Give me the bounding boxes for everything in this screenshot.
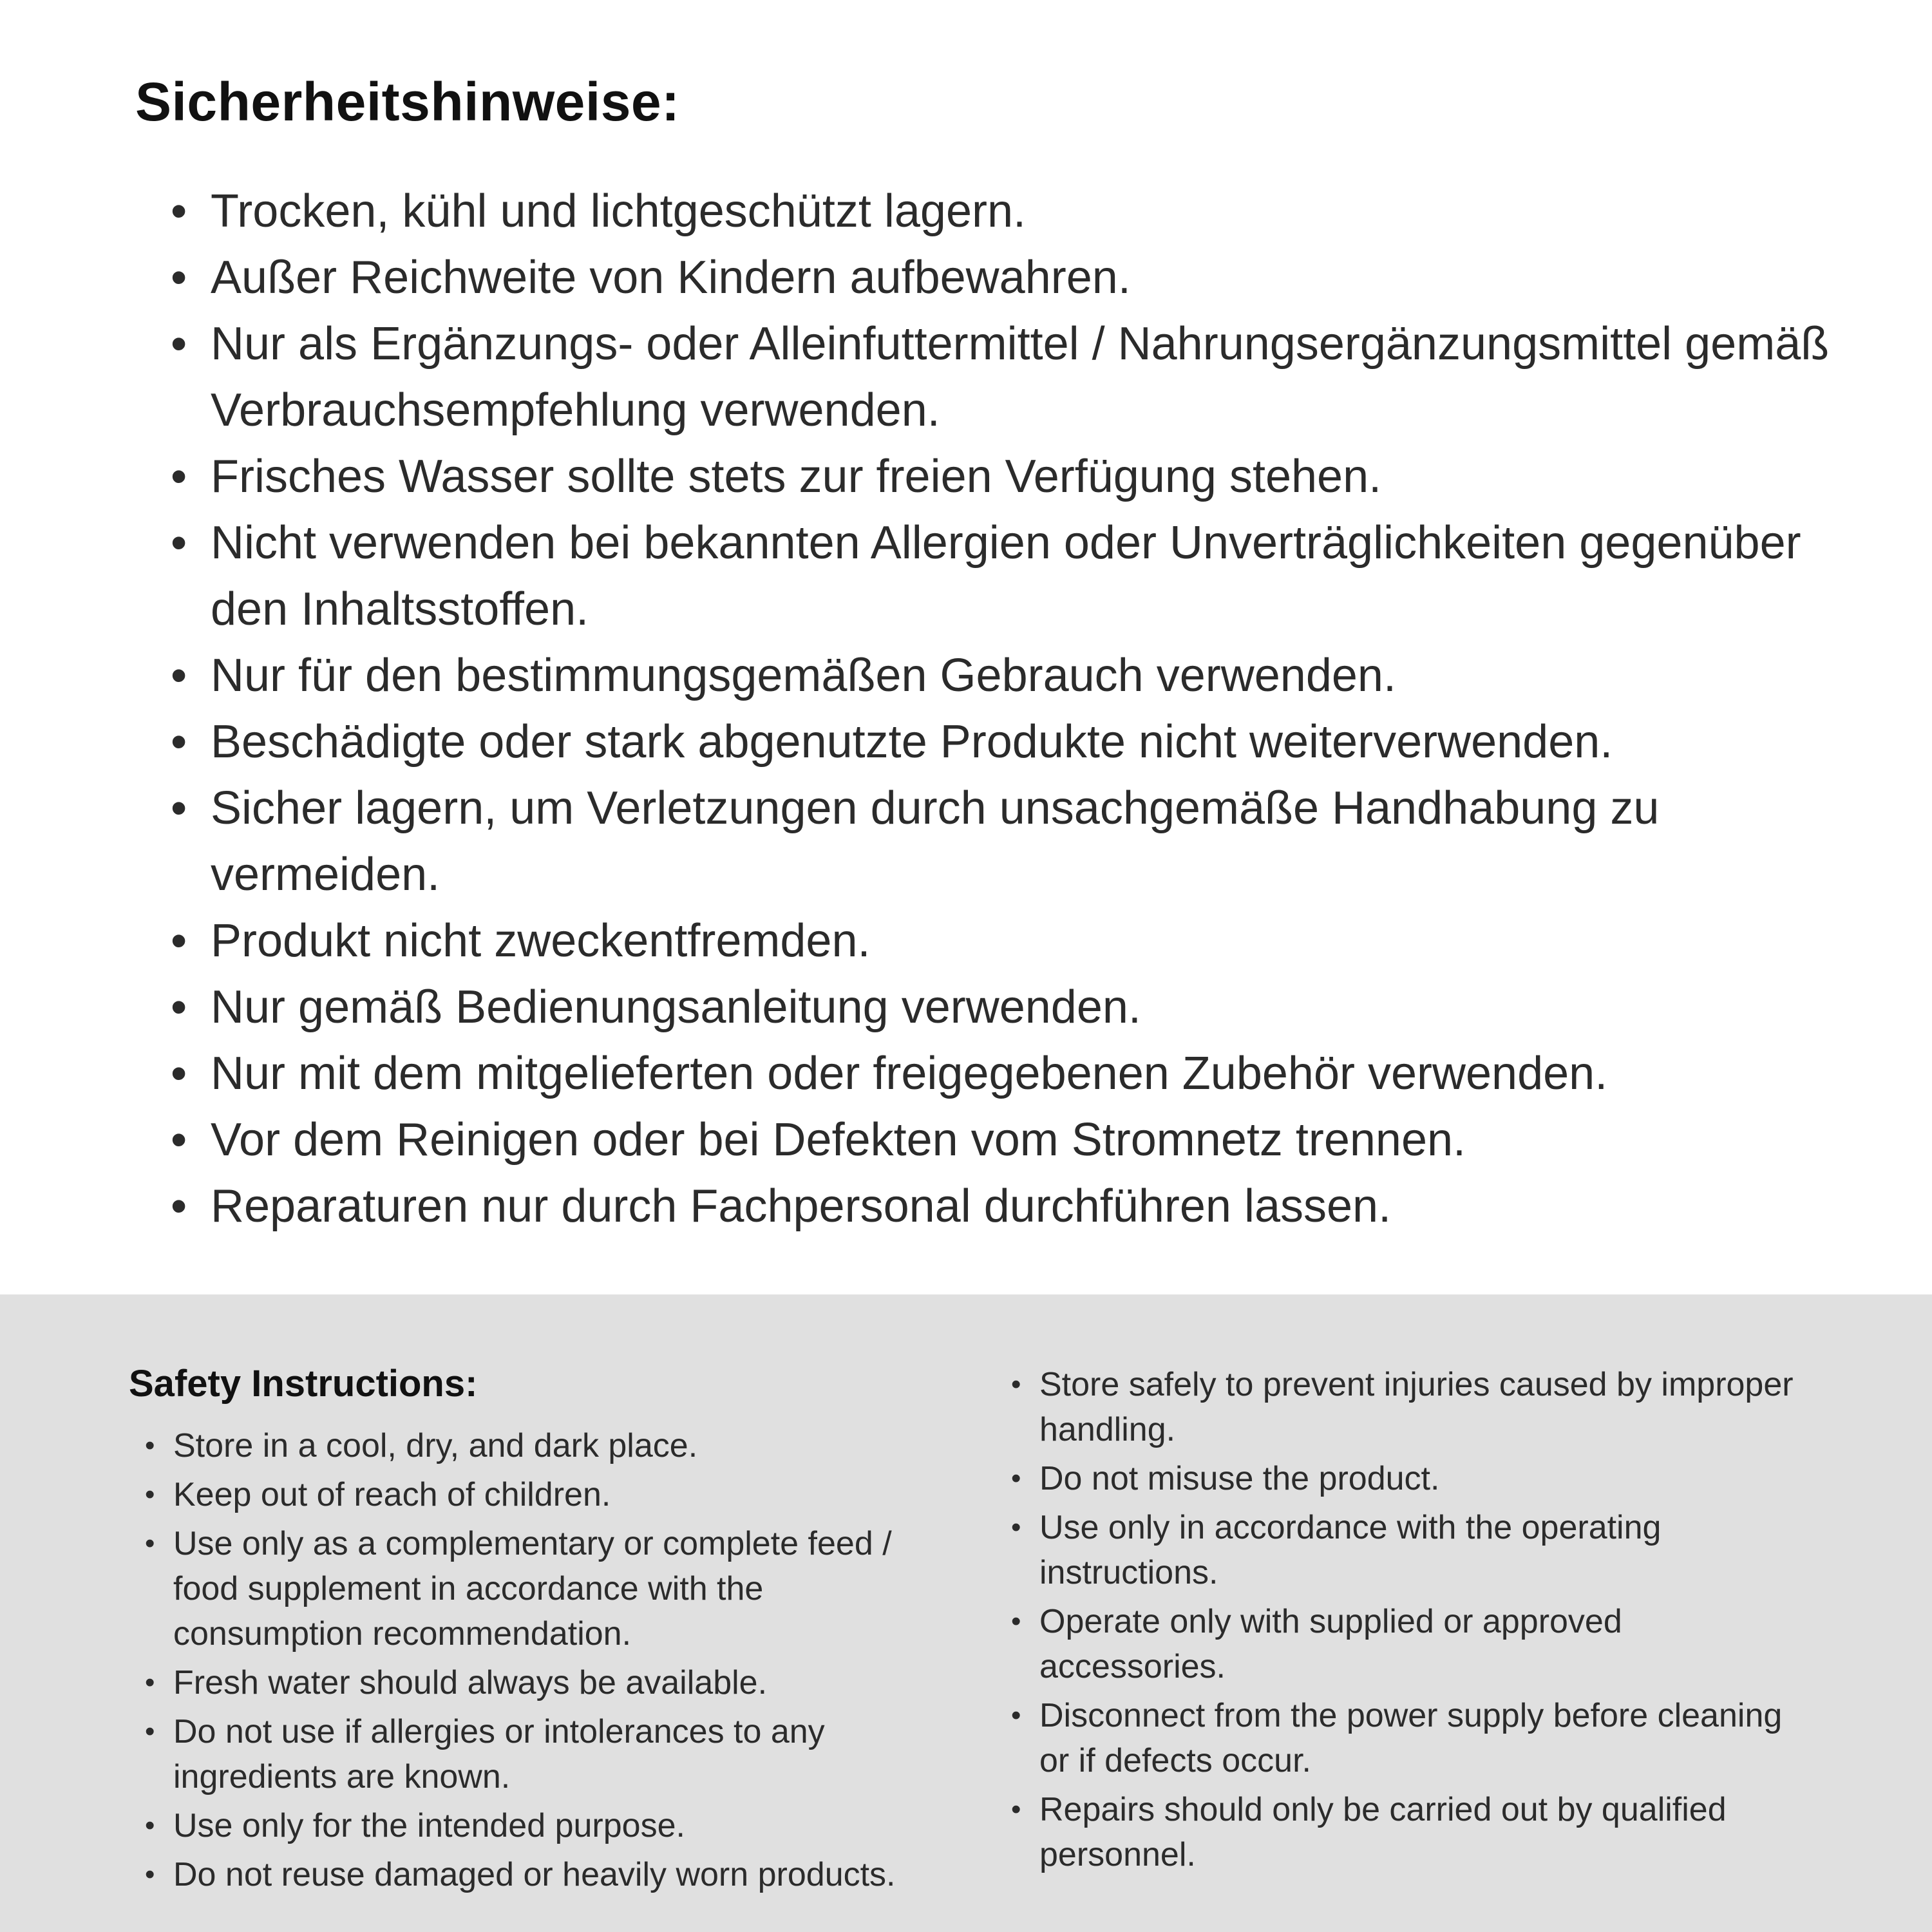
- safety-item: • Fresh water should always be available.: [145, 1660, 927, 1705]
- safety-item: • Trocken, kühl und lichtgeschützt lagern.: [171, 178, 1848, 245]
- safety-item: • Nur als Ergänzungs- oder Alleinfuttermittel / Nahrungsergänzungsmittel gemäß Verbrauchsempfehlung verwenden.: [171, 311, 1848, 444]
- english-right-column: [1011, 1362, 1810, 1932]
- german-safety-heading: Sicherheitshinweise:: [135, 71, 680, 132]
- safety-item: • Produkt nicht zweckentfremden.: [171, 908, 1848, 974]
- safety-item: • Do not reuse damaged or heavily worn products.: [145, 1852, 927, 1897]
- safety-item: • Use only for the intended purpose.: [145, 1803, 927, 1848]
- safety-item: • Keep out of reach of children.: [145, 1472, 927, 1517]
- safety-item: • Reparaturen nur durch Fachpersonal durchführen lassen.: [171, 1173, 1848, 1240]
- safety-item: • Use only in accordance with the operating instructions.: [1011, 1505, 1810, 1595]
- safety-item: • Use only as a complementary or complete feed / food supplement in accordance with the consumption recommendation.: [145, 1521, 927, 1656]
- safety-item: • Store in a cool, dry, and dark place.: [145, 1423, 927, 1468]
- safety-item: • Do not misuse the product.: [1011, 1456, 1810, 1501]
- safety-item: • Beschädigte oder stark abgenutzte Produkte nicht weiterverwenden.: [171, 709, 1848, 775]
- safety-item: • Nicht verwenden bei bekannten Allergien oder Unverträglichkeiten gegenüber den Inhaltsstoffen.: [171, 510, 1848, 643]
- safety-item: • Sicher lagern, um Verletzungen durch unsachgemäße Handhabung zu vermeiden.: [171, 775, 1848, 908]
- safety-item: • Außer Reichweite von Kindern aufbewahren.: [171, 245, 1848, 311]
- safety-item: • Store safely to prevent injuries caused by improper handling.: [1011, 1362, 1810, 1452]
- german-safety-list: [135, 178, 1848, 1240]
- safety-item: • Disconnect from the power supply before cleaning or if defects occur.: [1011, 1693, 1810, 1783]
- safety-item: • Vor dem Reinigen oder bei Defekten vom Stromnetz trennen.: [171, 1107, 1848, 1173]
- safety-item: • Nur gemäß Bedienungsanleitung verwenden.: [171, 974, 1848, 1041]
- safety-item: • Operate only with supplied or approved accessories.: [1011, 1599, 1810, 1689]
- english-safety-section: [0, 1294, 1932, 1932]
- english-left-column: [129, 1362, 927, 1932]
- safety-item: • Repairs should only be carried out by qualified personnel.: [1011, 1787, 1810, 1877]
- safety-item: • Do not use if allergies or intolerances to any ingredients are known.: [145, 1709, 927, 1799]
- english-safety-list-left: [129, 1423, 927, 1897]
- safety-item: • Nur mit dem mitgelieferten oder freigegebenen Zubehör verwenden.: [171, 1041, 1848, 1107]
- english-safety-heading: Safety Instructions:: [129, 1363, 478, 1405]
- english-safety-list-right: [1011, 1362, 1810, 1877]
- safety-item: • Nur für den bestimmungsgemäßen Gebrauch verwenden.: [171, 643, 1848, 709]
- safety-item: • Frisches Wasser sollte stets zur freien Verfügung stehen.: [171, 444, 1848, 510]
